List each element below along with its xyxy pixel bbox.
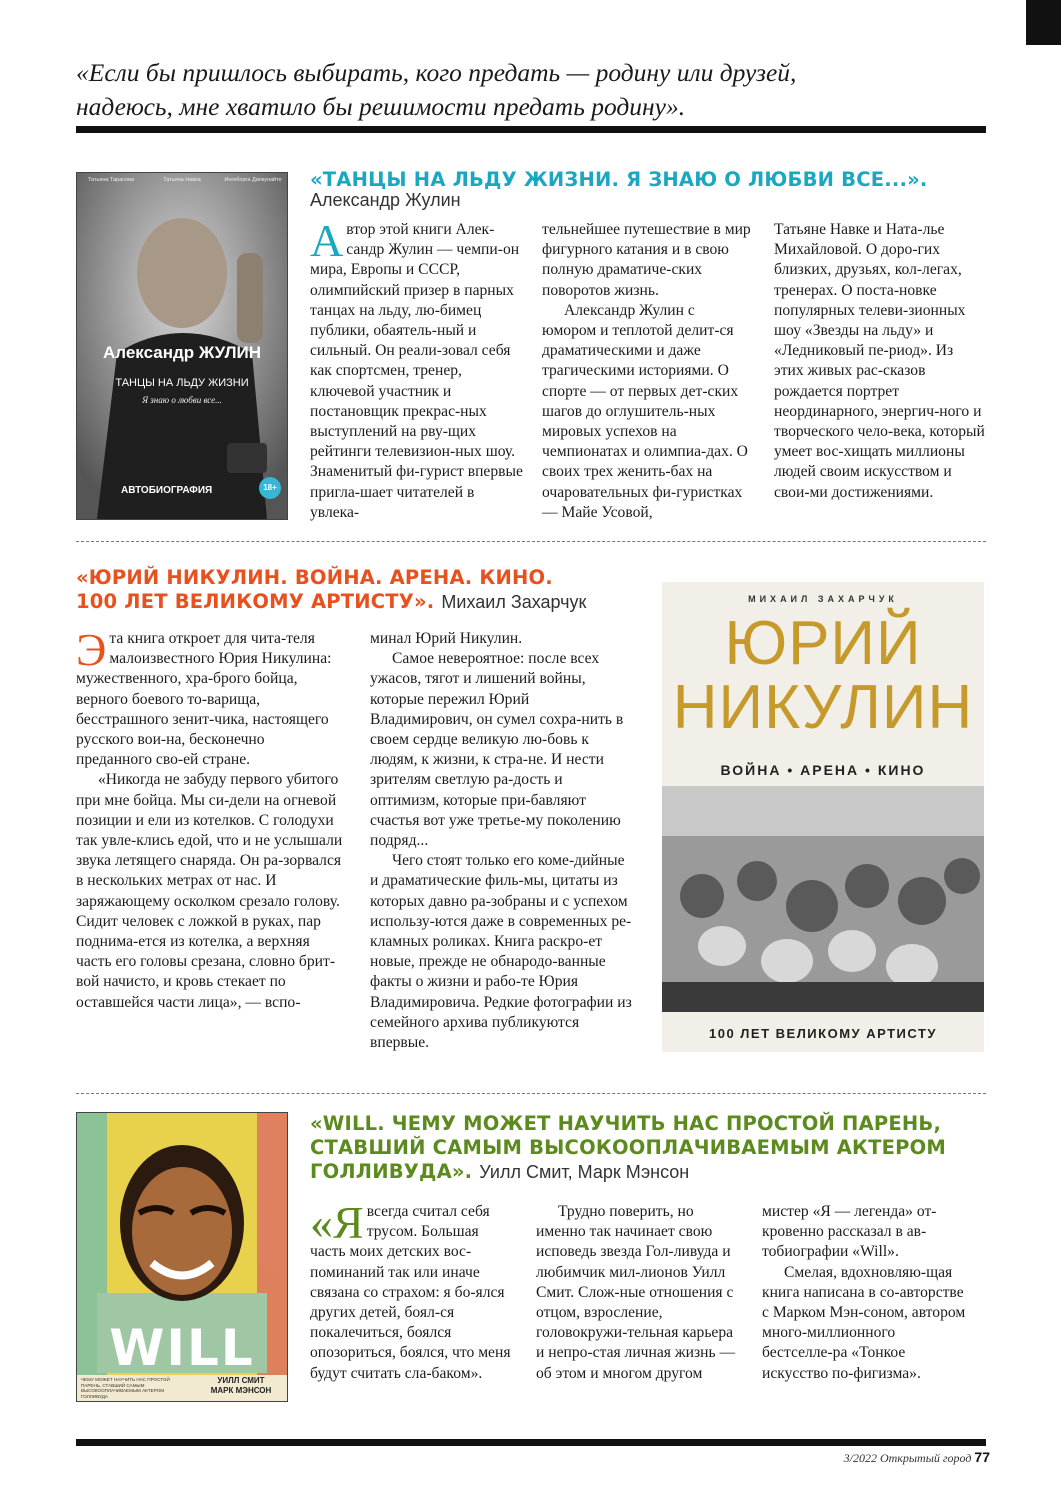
dropcap-3: «Я	[310, 1197, 364, 1248]
cover-name-1: Татьяна Тарасова	[87, 177, 135, 183]
s2-title-line-1: «ЮРИЙ НИКУЛИН. ВОЙНА. АРЕНА. КИНО.	[76, 566, 553, 589]
section-2-col-1	[76, 624, 344, 1013]
divider-bottom	[76, 1439, 986, 1446]
quote-line-1: «Если бы пришлось выбирать, кого предать — родину или друзей,	[76, 58, 797, 87]
s1-col2-p2: Александр Жулин с юмором и теплотой делит-ся драматическими и даже трагическими историями. О спорте — от первых дет-ских шагов до оглушитель-ных мировых успехов на чемпионатах и олимпиа-дах. О своих трех женить-бах на очаровательных фи-гуристках — Майе Усовой,	[542, 301, 748, 521]
cover-name-2: Татьяна Навка	[163, 177, 201, 183]
cover-book-title: ТАНЦЫ НА ЛЬДУ ЖИЗНИ	[115, 377, 249, 389]
s2-col2-p1: минал Юрий Никулин.	[370, 630, 523, 647]
cover-name-3: Ингеборга Дапкунайте	[224, 177, 282, 183]
s1-col2-p1: тельнейшее путешествие в мир фигурного катания и в свою полную драматиче-ских поворотов жизнь.	[542, 221, 751, 299]
divider-1	[76, 541, 986, 542]
s2-col2-p2: Самое невероятное: после всех ужасов, тягот и лишений войны, которые пережил Юрий Владимирович, он сумел сохра-нить в своем сердце великую лю-бовь к людям, к жизни, к стра-не. И нести зрителям светлую ра-дость и оптимизм, которые при-бавляют счастья вот уже третье-му поколению подряд...	[370, 650, 624, 850]
s3-title-line-3: ГОЛЛИВУДА».	[310, 1160, 473, 1183]
cover-nikulin-name-1: ЮРИЙ	[724, 609, 922, 678]
cover-top-names	[81, 177, 283, 183]
footer-issue: 3/2022 Открытый город	[843, 1451, 972, 1465]
epigraph-quote	[76, 56, 976, 124]
s2-col1-p1: та книга откроет для чита-теля малоизвестного Юрия Никулина: мужественного, хра-брого бойца, верного боевого то-варища, бесстрашного зенит-чика, настоящего русского вои-на, бесконечно преданного сво-ей стране.	[76, 630, 332, 769]
cover-nikulin-author: МИХАИЛ ЗАХАРЧУК	[748, 594, 898, 604]
section-1-col-2	[542, 220, 752, 523]
section-1-author: Александр Жулин	[310, 190, 461, 210]
section-2-col-2	[370, 629, 632, 1053]
book-cover-zhulin	[76, 172, 288, 520]
book-cover-will	[76, 1112, 288, 1402]
section-1-title: «ТАНЦЫ НА ЛЬДУ ЖИЗНИ. Я ЗНАЮ О ЛЮБВИ ВСЕ...».	[310, 168, 928, 191]
s1-col1-text: втор этой книги Алек-сандр Жулин — чемпи-он мира, Европы и СССР, олимпийский призер в парных танцах на льду, лю-бимец публики, обаятель-ный и сильный. Он реали-зовал себя как спортсмен, тренер, ключевой участник и постановщик прекрас-ных выступлений на рву-щих рейтинги телевизион-ных шоу. Знаменитый фи-гурист впервые пригла-шает читателей в увлека-	[310, 221, 523, 521]
book-cover-nikulin	[662, 582, 984, 1052]
quote-line-2: надеюсь, мне хватило бы решимости предать родину».	[76, 92, 686, 121]
divider-top	[76, 126, 986, 133]
cover-book-subtitle: Я знаю о любви все...	[142, 395, 222, 405]
cover-nikulin-name-2: НИКУЛИН	[672, 673, 974, 742]
section-1-col-3	[774, 220, 986, 503]
cover-author-name: Александр ЖУЛИН	[102, 343, 261, 362]
section-3-title	[310, 1112, 1000, 1184]
cover-will-author-1: УИЛЛ СМИТ	[217, 1376, 265, 1385]
cover-nikulin-bottom: 100 ЛЕТ ВЕЛИКОМУ АРТИСТУ	[708, 1026, 937, 1041]
cover-will-tagline: ЧЕМУ МОЖЕТ НАУЧИТЬ НАС ПРОСТОЙ ПАРЕНЬ, СТАВШИЙ САМЫМ ВЫСОКООПЛАЧИВАЕМЫМ АКТЕРОМ ГОЛЛИВУДА	[81, 1377, 170, 1399]
cover-will-authors	[199, 1376, 283, 1396]
s3-col2-text: Трудно поверить, но именно так начинает свою исповедь звезда Гол-ливуда и любимчик мил-лионов Уилл Смит. Слож-ные отношения с отцом, взросление, головокружи-тельная карьера и непро-стая личная жизнь — об этом и многом другом	[536, 1203, 736, 1382]
section-3-author: Уилл Смит, Марк Мэнсон	[479, 1162, 690, 1182]
page-footer	[780, 1449, 990, 1466]
s3-col1-text: всегда считал себя трусом. Большая часть моих детских вос-поминаний так или иначе связана со страхом: я бо-ялся других детей, боял-ся покалечиться, боялся опозориться, боялся, что меня будут считать сла-баком».	[310, 1203, 511, 1382]
section-1-col-1	[310, 215, 524, 523]
section-2-author: Михаил Захарчук	[441, 592, 587, 612]
cover-nikulin-photo	[662, 786, 984, 1012]
dropcap-2: Э	[76, 624, 107, 675]
s3-col3-p2: Смелая, вдохновляю-щая книга написана в со-авторстве с Марком Мэн-соном, автором много-миллионного бестселле-ра «Тонкое искусство по-фигизма».	[762, 1263, 966, 1382]
section-3-col-2	[536, 1202, 742, 1384]
s2-title-line-2: 100 ЛЕТ ВЕЛИКОМУ АРТИСТУ».	[76, 590, 435, 613]
s3-title-line-1: «WILL. ЧЕМУ МОЖЕТ НАУЧИТЬ НАС ПРОСТОЙ ПАРЕНЬ,	[310, 1112, 942, 1135]
cover-will-author-2: МАРК МЭНСОН	[210, 1386, 272, 1395]
page-edge-tab	[1026, 0, 1061, 45]
divider-2	[76, 1093, 986, 1094]
page-number: 77	[974, 1449, 990, 1465]
cover-genre: АВТОБИОГРАФИЯ	[121, 485, 213, 496]
s1-col3-text: Татьяне Навке и Ната-лье Михайловой. О доро-гих близких, друзьях, кол-легах, тренерах. О поста-новке популярных телеви-зионных шоу «Звезды на льду» и «Ледниковый пе-риод». Из этих живых рас-сказов рождается портрет неординарного, энергич-ного и творческого чело-века, который умеет вос-хищать миллионы людей своим искусством и свои-ми достижениями.	[774, 221, 985, 501]
cover-will-title: WILL	[109, 1319, 255, 1377]
section-3-col-3	[762, 1202, 968, 1384]
s3-title-line-2: СТАВШИЙ САМЫМ ВЫСОКООПЛАЧИВАЕМЫМ АКТЕРОМ	[310, 1136, 947, 1159]
s3-col3-p1: мистер «Я — легенда» от-кровенно рассказал в ав-тобиографии «Will».	[762, 1203, 937, 1261]
age-rating-badge: 18+	[259, 477, 281, 499]
s2-col2-p3: Чего стоят только его коме-дийные и драматические филь-мы, цитаты из которых давно ра-зобраны и с успехом использу-ются даже в современных ре-кламных роликах. Книга раскро-ет новые, прежде не обнародо-ванные факты о жизни и рабо-те Юрия Владимировича. Редкие фотографии из семейного архива публикуются впервые.	[370, 852, 632, 1052]
s2-col1-p2: «Никогда не забуду первого убитого при мне бойца. Мы си-дели на огневой позиции и ели из котелков. С голодухи так увле-клись едой, что и не услышали звука летящего снаряда. Он ра-зорвался в нескольких метрах от нас. И заряжающему осколком срезало голову. Сидит человек с ложкой в руках, пар поднима-ется из котелка, а верхняя часть его головы срезана, словно брит-вой начисто, и кровь стекает по оставшейся части лица», — вспо-	[76, 771, 343, 1011]
dropcap-1: А	[310, 215, 344, 266]
section-2-title	[76, 566, 696, 614]
section-3-col-1	[310, 1197, 516, 1384]
cover-nikulin-sub: ВОЙНА • АРЕНА • КИНО	[720, 762, 926, 778]
